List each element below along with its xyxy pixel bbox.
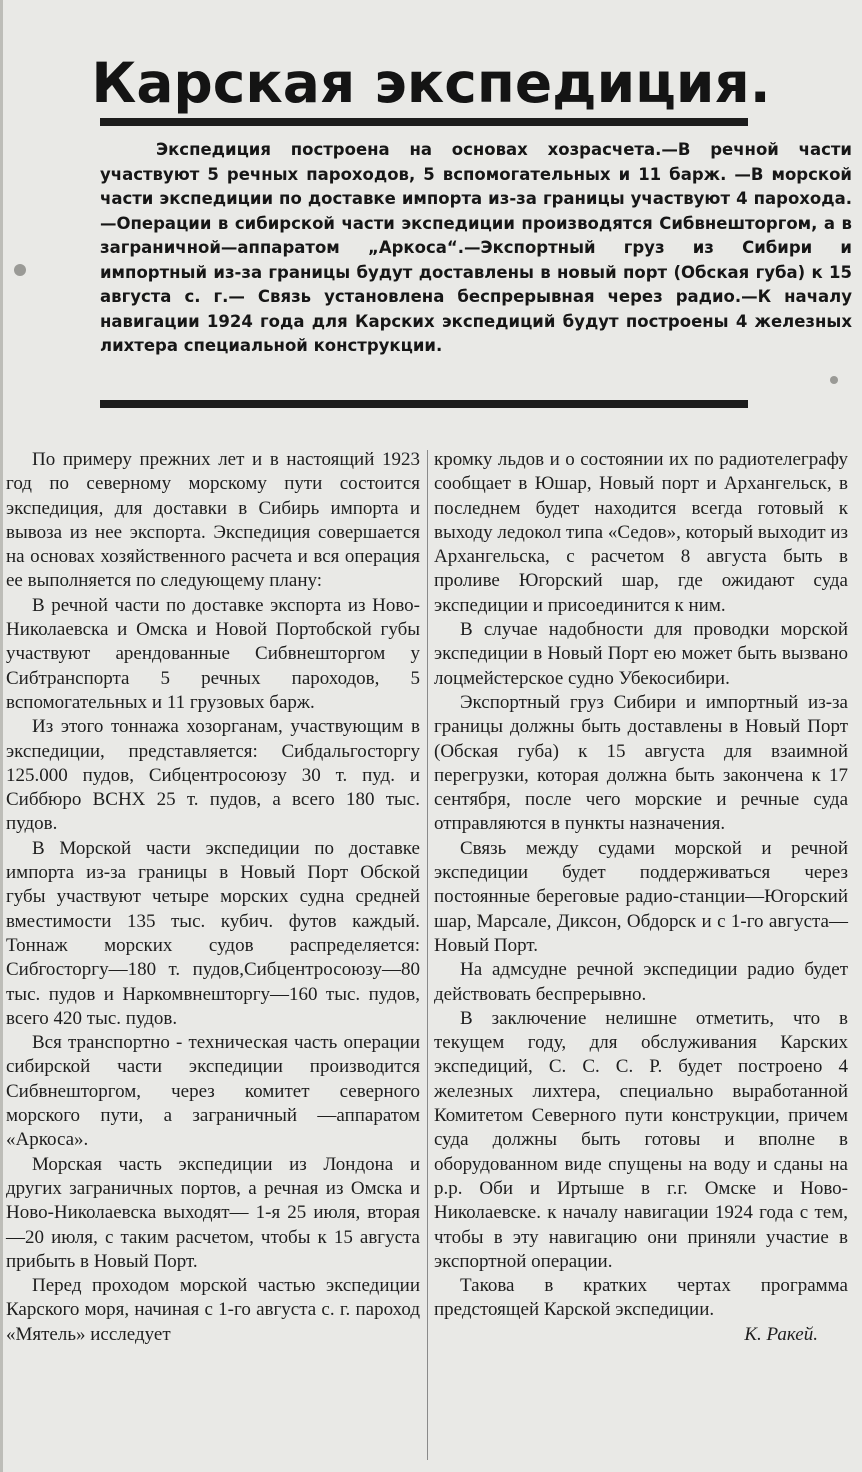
paragraph: Вся транспортно - техническая часть операции сибирской части экспедиции производится Сибвнешторгом, через комитет северного морского пути, а заграничный —аппаратом «Аркоса». <box>6 1032 420 1151</box>
paragraph: Из этого тоннажа хозорганам, участвующим в экспедиции, представляется: Сибдальгосторгу 125.000 пудов, Сибцентросоюзу 30 т. пуд. и Сиббюро ВСНХ 25 т. пудов, а всего 180 тыс. пудов. <box>6 716 420 835</box>
column-divider <box>427 450 428 1460</box>
paragraph: Морская часть экспедиции из Лондона и других заграничных портов, а речная из Омска и Ново-Николаевска выходят— 1-я 25 июля, вторая—20 июля, с таким расчетом, чтобы к 15 августа прибыть в Новый Порт. <box>6 1153 420 1272</box>
paragraph: В Морской части экспедиции по доставке импорта из-за границы в Новый Порт Обской губы участвуют четыре морских судна средней вместимости 135 тыс. кубич. футов каждый. Тоннаж морских судов распределяется: Сибгосторгу—180 т. пудов,Сибцентросоюзу—80 тыс. пудов и Наркомвнешторгу—160 тыс. пудов, всего 420 тыс. пудов. <box>6 837 420 1029</box>
paragraph: В заключение нелишне отметить, что в текущем году, для обслуживания Карских экспедиций, С. С. С. Р. будет построено 4 железных лихтера, специально выработанной Комитетом Северного пути конструкции, причем суда должны быть готовы и вполне в оборудованном виде спущены на воду и сданы на р.р. Оби и Иртыше в г.г. Омске и Ново-Николаевске. к началу навигации 1924 года с тем, чтобы в эту навигацию они приняли участие в экспортной операции. <box>434 1007 848 1272</box>
paragraph: На адмсудне речной экспедиции радио будет действовать беспрерывно. <box>434 959 848 1005</box>
lead-paragraph: Экспедиция построена на основах хозрасчета.—В речной части участвуют 5 речных пароходов, 5 вспомогательных и 11 барж. —В морской части экспедиции по доставке импорта из-за границы участвуют 4 парохода.—Операции в сибирской части экспедиции производятся Сибвнешторгом, а в заграничной—аппаратом „Аркоса“.—Экспортный груз из Сибири и импортный из-за границы будут доставлены в новый порт (Обская губа) к 15 августа с. г.— Связь установлена беспрерывная через радио.—К началу навигации 1924 года для Карских экспедиций будут построены 4 железных лихтера специальной конструкции. <box>100 140 852 355</box>
right-column <box>434 448 848 1347</box>
lead-summary <box>100 138 852 359</box>
page-blemish <box>830 376 838 384</box>
paragraph: Перед проходом морской частью экспедиции Карского моря, начиная с 1-го августа с. г. пароход «Мятель» исследует <box>6 1275 420 1345</box>
paragraph: кромку льдов и о состоянии их по радиотелеграфу сообщает в Юшар, Новый порт и Архангельск, в последнем будет находится всегда готовый к выходу ледокол типа «Седов», который выходит из Архангельска, с расчетом 8 августа быть в проливе Югорский шар, где ожидают суда экспедиции и присоединится к ним. <box>434 449 848 616</box>
top-rule <box>100 118 748 126</box>
left-column <box>6 448 420 1347</box>
page-blemish <box>14 264 26 276</box>
page-edge <box>0 0 3 1472</box>
author-signature: К. Ракей. <box>744 1323 818 1345</box>
paragraph: По примеру прежних лет и в настоящий 1923 год по северному морскому пути состоится экспедиция, для доставки в Сибирь импорта и вывоза из нее экспорта. Экспедиция совершается на основах хозяйственного расчета и вся операция ее выполняется по следующему плану: <box>6 449 420 592</box>
paragraph: Экспортный груз Сибири и импортный из-за границы должны быть доставлены в Новый Порт (Обская губа) к 15 августа для взаимной перегрузки, которая должна быть закончена к 17 сентября, после чего морские и речные суда отправляются в пункты назначения. <box>434 691 848 835</box>
bottom-rule <box>100 400 748 408</box>
paragraph: В речной части по доставке экспорта из Ново-Николаевска и Омска и Новой Портобской губы участвуют арендованные Сибвнешторгом у Сибтранспорта 5 речных пароходов, 5 вспомогательных и 11 грузовых барж. <box>6 594 420 713</box>
paragraph: Такова в кратких чертах программа предстоящей Карской экспедиции. <box>434 1275 848 1321</box>
paragraph: Связь между судами морской и речной экспедиции будет поддерживаться через постоянные береговые радио-станции—Югорский шар, Марсале, Диксон, Обдорск и с 1-го августа—Новый Порт. <box>434 837 848 956</box>
article-title: Карская экспедиция. <box>91 50 771 115</box>
paragraph: В случае надобности для проводки морской экспедиции в Новый Порт ею может быть вызвано лоцмейстерское судно Убекосибири. <box>434 619 848 689</box>
